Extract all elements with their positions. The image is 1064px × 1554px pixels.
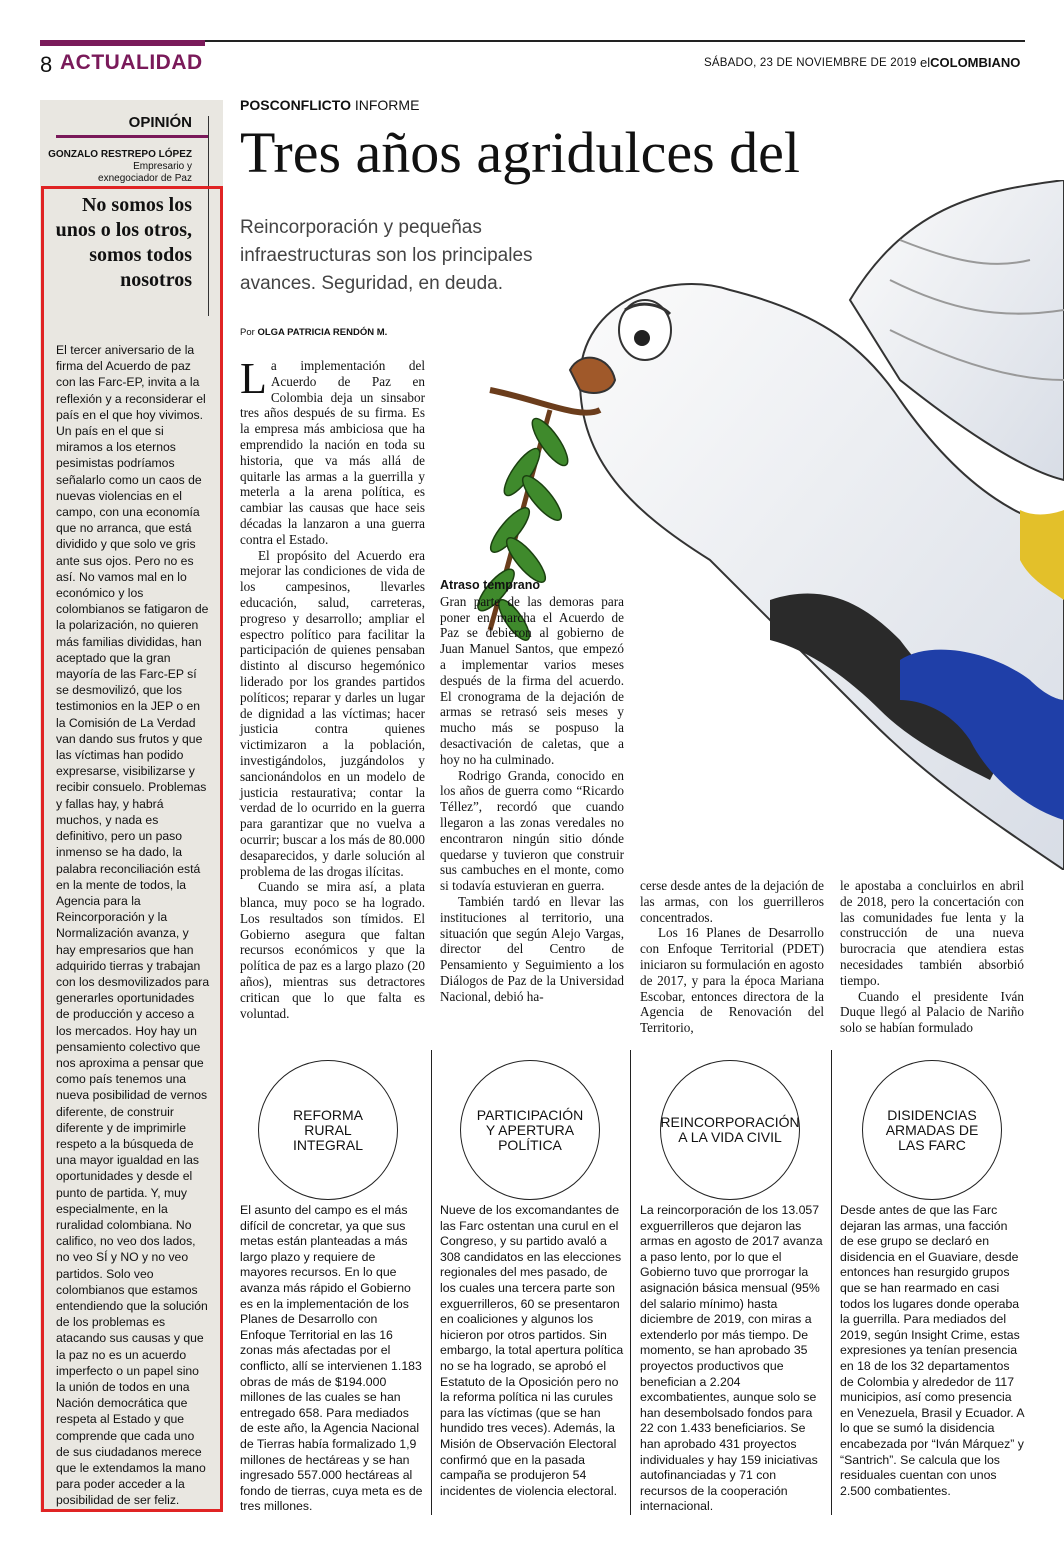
paragraph: Gran parte de las demoras para poner en marcha el Acuerdo de Paz se debieron al gobierno de Juan Manuel Santos, que empezó a implementar varios meses después de la firma del acuerdo. El cronograma de la dejación de armas se retrasó seis meses y mucho más se pospuso la desactivación de caletas, que a hoy no ha culminado. [440, 593, 624, 767]
pillar-circle-3: REINCORPORACIÓN A LA VIDA CIVIL [660, 1060, 800, 1200]
subhead: Atraso temprano [440, 578, 541, 592]
paragraph: También tardó en llevar las instituciones al territorio, una situación que según Alejo Vargas, director del Centro de Pensamiento y Seguimiento a los Diálogos de Paz de la Universidad Nacional, debió ha- [440, 893, 624, 1004]
pillar-circle-2: PARTICIPACIÓN Y APERTURA POLÍTICA [460, 1060, 600, 1200]
article-column-4 [840, 878, 1024, 1036]
opinion-title: No somos los unos o los otros, somos todos nosotros [55, 194, 192, 291]
article-dek: Reincorporación y pequeñas infraestructuras son los principales avances. Seguridad, en deuda. [240, 217, 533, 294]
paragraph: El propósito del Acuerdo era mejorar las condiciones de vida de los campesinos, llevarles educación, salud, carreteras, progreso y desarrollo; ampliar el espectro político para facilitar la participación de quienes pensaban distinto al discurso hegemónico liderado por los grandes partidos políticos; reparar y darles un lugar de dignidad a las víctimas; hacer justicia contra quienes victimizaron a la población, investigándolos, juzgándolos y sancionándolos en un modelo de justicia restaurativa; contar la verdad de lo ocurrido en la guerra para garantizar que no vuelva a ocurrir; buscar a los más de 80.000 desaparecidos, y darle solución al problema de las drogas ilícitas. [240, 547, 425, 879]
opinion-accent-rule [56, 135, 208, 138]
paragraph: Los 16 Planes de Desarrollo con Enfoque Territorial (PDET) iniciaron su formulación en agosto de 2017, y para la época Mariana Escobar, entonces directora de la Agencia de Renovación del Territorio, [640, 925, 824, 1036]
opinion-body: El tercer aniversario de la firma del Acuerdo de paz con las Farc-EP, invita a la reflexión y a reconsiderar el país en el que hoy vivimos. Un país en el que si miramos a los eternos pesimistas podríamos señalarlo como un caos de nuevas violencias en el campo, con una economía que no arranca, que está dividido y que solo ve gris ante sus ojos. Pero no es así. No vamos mal en lo económico y los colombianos se fatigaron de la polarización, no quieren más familias divididas, han aceptado que la gran mayoría de las Farc-EP sí se desmovilizó, que los testimonios en la JEP o en la Comisión de La Verdad van dando sus frutos y que las víctimas han podido expresarse, visibilizarse y recibir consuelo. Problemas y fallas hay, y habrá muchos, y nada es definitivo, pero un paso inmenso se ha dado, la palabra reconciliación está en la mente de todos, la Agencia para la Reincorporación y la Normalización avanza, y hay empresarios que han adquirido tierras y trabajan con los desmovilizados para generarles oportunidades de producción y acceso a los mercados. Hoy hay un pensamiento colectivo que nos aproxima a pensar que como país tenemos una nueva posibilidad de vernos diferente, de construir diferente y de imprimirle respeto a la búsqueda de una mayor igualdad en las oportunidades y desde el punto de partida. Y, muy especialmente, en la ruralidad colombiana. No califico, no veo dos lados, no veo SÍ y NO y no veo partidos. Solo veo colombianos que estamos entendiendo que la solución de los problemas es atacando sus causas y que la paz no es un acuerdo imperfecto o un papel sino la unión de todos en una Nación democrática que respeta al Estado y que comprende que cada uno de sus ciudadanos merece que le extendamos la mano para poder acceder a la posibilidad de ser feliz. [56, 343, 210, 1508]
section-name: ACTUALIDAD [60, 51, 203, 74]
paragraph: Cuando se mira así, a plata blanca, muy poco se ha logrado. Los resultados son tímidos. El Gobierno asegura que faltan recursos económicos y que la política de paz es a largo plazo (20 años), mientras sus detractores critican que lo que falta es voluntad. [240, 879, 425, 1021]
opinion-author-role: Empresario y exnegociador de Paz [98, 161, 192, 184]
column-divider [831, 1050, 832, 1515]
opinion-author: GONZALO RESTREPO LÓPEZ [48, 149, 192, 160]
logo-name: COLOMBIANO [930, 55, 1021, 70]
pillar-text-3: La reincorporación de los 13.057 exguerrilleros que dejaron las armas en agosto de 2017 avanza a paso lento, por lo que el Gobierno tuvo que prorrogar la asignación básica mensual (95% del salario mínimo) hasta diciembre de 2019, con miras a extenderlo por más tiempo. De momento, se han aprobado 35 proyectos productivos que benefician a 2.204 excombatientes, aunque solo se han desembolsado fondos para 22 con 1.433 beneficiarios. Se han aprobado 431 proyectos individuales y hay 159 iniciativas autofinanciadas y 71 con recursos de la cooperación internacional. [640, 1203, 823, 1514]
pillar-circle-4: DISIDENCIAS ARMADAS DE LAS FARC [862, 1060, 1002, 1200]
paragraph: le apostaba a concluirlos en abril de 2018, pero la concertación con las comunidades fue lenta y la construcción de una nueva burocracia que atendiera estas necesidades también absorbió tiempo. [840, 878, 1024, 988]
logo-prefix: el [920, 55, 931, 70]
pillar-text-1: El asunto del campo es el más difícil de concretar, ya que sus metas están planteadas a más largo plazo y requiere de mayores recursos. En lo que avanza más rápido el Gobierno es en la implementación de los Planes de Desarrollo con Enfoque Territorial en las 16 zonas más afectadas por el conflicto, allí se intervienen 1.183 obras de más de $194.000 millones de las cuales se han entregado 658. Para mediados de este año, la Agencia Nacional de Tierras había formalizado 1,9 millones de hectáreas y se han ingresado 557.000 hectáreas al fondo de tierras, cuya meta es de tres millones. [240, 1203, 423, 1514]
article-kicker: POSCONFLICTO INFORME [240, 97, 420, 113]
newspaper-logo [920, 55, 1020, 70]
page-number: 8 [40, 52, 53, 77]
article-column-3 [640, 878, 824, 1036]
section-accent-bar [40, 40, 205, 46]
opinion-label: OPINIÓN [128, 114, 192, 131]
paragraph: Cuando el presidente Iván Duque llegó al Palacio de Nariño solo se habían formulado [840, 988, 1024, 1036]
issue-date: SÁBADO, 23 DE NOVIEMBRE DE 2019 [704, 57, 917, 69]
paragraph: cerse desde antes de la dejación de las armas, con los guerrilleros concentrados. [640, 878, 824, 925]
pillar-text-2: Nueve de los excomandantes de las Farc ostentan una curul en el Congreso, y su partido avaló a 308 candidatos en las elecciones regionales del mes pasado, de los cuales una tercera parte son exguerrilleros, 60 se presentaron en coaliciones y algunos los hicieron por otros partidos. Sin embargo, la total apertura política no se ha logrado, se aprobó el Estatuto de la Oposición pero no la reforma política ni las curules para las víctimas (que se han hundido tres veces). Además, la Misión de Observación Electoral confirmó que en la pasada campaña se produjeron 54 incidentes de violencia electoral. [440, 1203, 624, 1498]
drop-cap: L [240, 354, 267, 403]
article-headline: Tres años agridulces del [240, 120, 801, 185]
article-column-2 [440, 578, 624, 1005]
column-divider [630, 1050, 631, 1515]
pillar-text-4: Desde antes de que las Farc dejaran las armas, una facción de ese grupo se declaró en disidencia en el Guaviare, desde entonces han resurgido grupos que se han rearmado en casi todos los lugares donde operaba la guerrilla. Para mediados del 2019, según Insight Crime, estas expresiones ya tenían presencia en 18 de los 32 departamentos de Colombia y alrededor de 117 municipios, así como presencia en Venezuela, Brasil y Ecuador. A lo que se sumó la disidencia encabezada por “Iván Márquez” y “Santrich”. Se calcula que los residuales cuentan con unos 2.500 combatientes. [840, 1203, 1024, 1498]
column-divider [431, 1050, 432, 1515]
pillar-circle-1: REFORMA RURAL INTEGRAL [258, 1060, 398, 1200]
article-column-1: La implementación del Acuerdo de Paz en Colombia deja un sinsabor tres años después de su firma. Es la empresa más ambiciosa que ha emprendido la nación en toda su historia, que va más allá de quitarle las armas a la guerrilla y meterla a la arena política, es cambiar las causas que hace seis décadas la lanzaron a una guerra contra el Estado. El propósito del Acuerdo era mejorar las condiciones de vida de los campesinos, llevarles educación, salud, carreteras, progreso y desarrollo; ampliar el espectro político para facilitar la participación de quienes pensaban distinto al discurso hegemónico liderado por los grandes partidos políticos; reparar y darles un lugar de dignidad a las víctimas; hacer justicia contra quienes victimizaron a la población, investigándolos, juzgándolos y sancionándolos en un modelo de justicia restaurativa; contar la verdad de lo ocurrido en la guerra para garantizar que no vuelva a ocurrir; buscar a los más de 80.000 desaparecidos, y darle solución al problema de las drogas ilícitas. Cuando se mira así, a plata blanca, muy poco se ha logrado. Los resultados son tímidos. El Gobierno asegura que faltan recursos económicos y que la política de paz es a largo plazo (20 años), mientras sus detractores critican que lo que falta es voluntad. [240, 354, 425, 1021]
article-byline: Por OLGA PATRICIA RENDÓN M. [240, 327, 388, 338]
paragraph: Rodrigo Granda, conocido en los años de guerra como “Ricardo Téllez”, recordó que cuando llegaron a las zonas veredales no encontraron ningún sitio dónde quedarse y tuvieron que construir sus cambuches en el monte, como si todavía estuvieran en guerra. [440, 767, 624, 894]
